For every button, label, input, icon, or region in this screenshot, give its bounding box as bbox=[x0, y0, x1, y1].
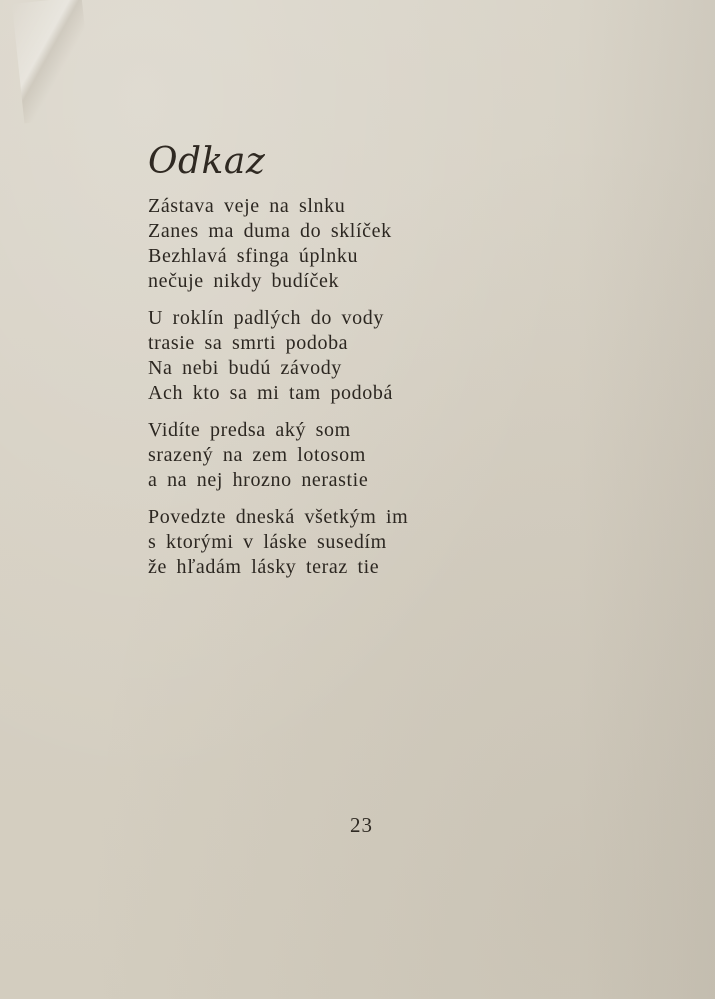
poem-line: Vidíte predsa aký som bbox=[148, 419, 351, 441]
page-number: 23 bbox=[350, 813, 373, 837]
page-crease bbox=[12, 0, 94, 123]
stanza-1 bbox=[148, 194, 668, 294]
poem-line: Povedzte dneská všetkým im bbox=[148, 506, 409, 528]
poem-body bbox=[148, 194, 668, 580]
poem-line: srazený na zem lotosom bbox=[148, 444, 366, 466]
poem-content bbox=[148, 140, 668, 592]
poem-line: Na nebi budú závody bbox=[148, 357, 342, 379]
stanza-4 bbox=[148, 505, 668, 580]
poem-line: Bezhlavá sfinga úplnku bbox=[148, 245, 359, 267]
poem-line: Zanes ma duma do sklíček bbox=[148, 220, 392, 242]
stanza-2 bbox=[148, 306, 668, 406]
poem-title: Odkaz bbox=[148, 141, 266, 182]
poem-line: trasie sa smrti podoba bbox=[148, 332, 349, 354]
poem-line: Zástava veje na slnku bbox=[148, 195, 346, 217]
poem-line: U roklín padlých do vody bbox=[148, 307, 384, 329]
poem-line: že hľadám lásky teraz tie bbox=[148, 556, 380, 578]
poem-line: Ach kto sa mi tam podobá bbox=[148, 382, 393, 404]
poem-line: s ktorými v láske susedím bbox=[148, 531, 387, 553]
stanza-3 bbox=[148, 418, 668, 493]
poem-line: nečuje nikdy budíček bbox=[148, 270, 340, 292]
poem-line: a na nej hrozno nerastie bbox=[148, 469, 369, 491]
